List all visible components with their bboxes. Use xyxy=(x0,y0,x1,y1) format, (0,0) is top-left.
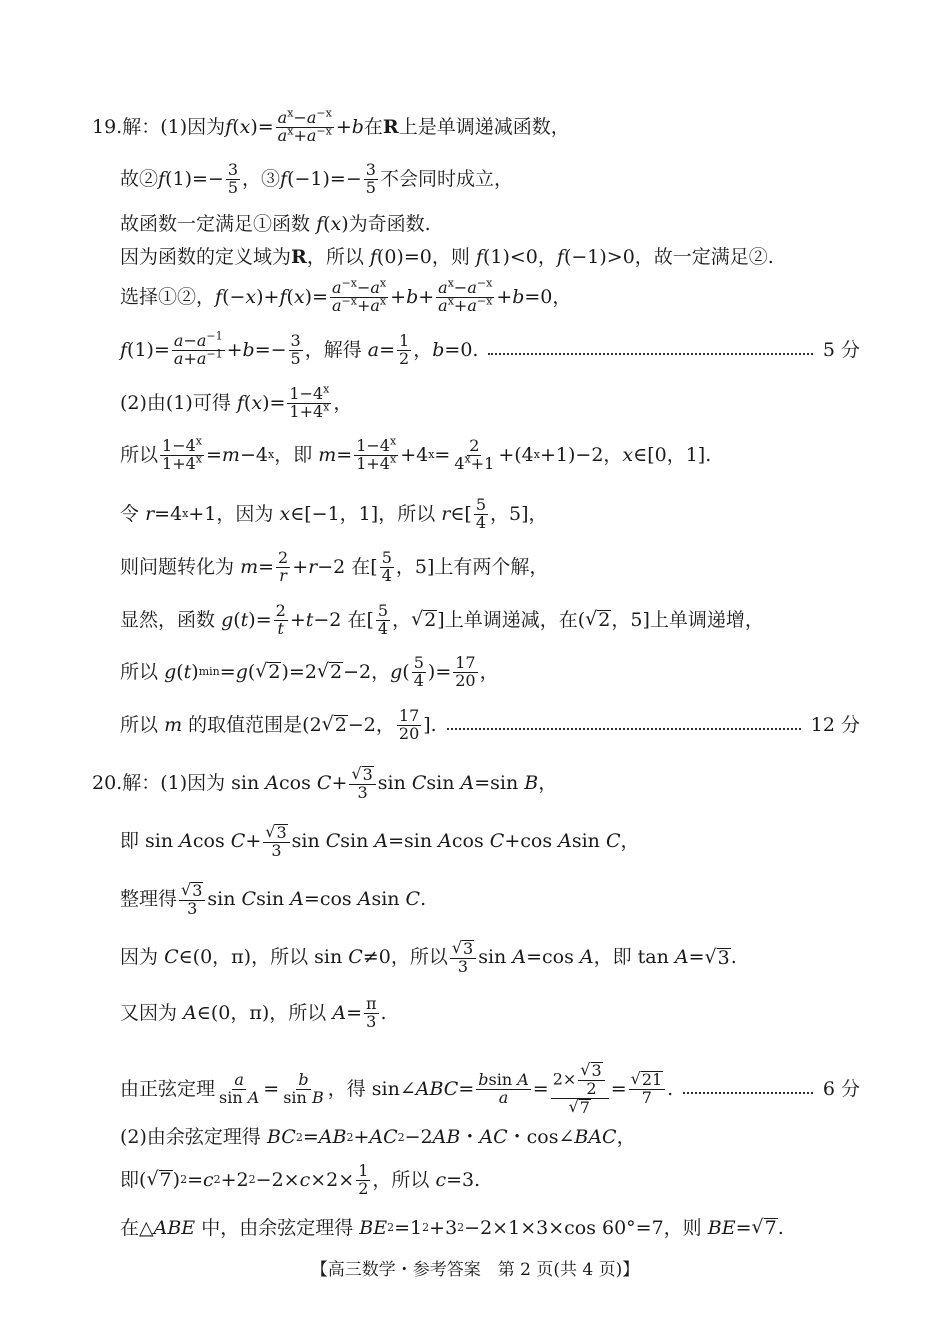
q20-line-4: 因为 C ∈(0，π) ，所以 sin C ≠0 ，所以 √ 3 3 sin A =cos A ，即 tan A = √ 3 . xyxy=(120,938,737,976)
q20-line-8: 即 ( √ 7 ) 2 = c 2 +2 2 −2× c ×2× $\frac{1}{2}$ ，所以 c =3. xyxy=(120,1161,481,1198)
leader-dots xyxy=(447,728,801,730)
q19-line-1: 19. 解：(1)因为 f ( x )= $\frac{a^x-a^{-x}}{a^x+a^{-x}}$ + b 在 R 上是单调递减函数， xyxy=(92,106,570,145)
q19-line-13: 所以 m 的取值范围是 (2 √ 2 −2， $\frac{17}{20}$ ]. 12 分 xyxy=(120,706,860,743)
q20-line-3: 整理得 √ 3 3 sin C sin A =cos A sin C . xyxy=(120,880,427,918)
q19-line-5: 选择①②， f (− x )+ f ( x )= $\frac{a^{-x}-a^x}{a^{-x}+a^x}$ + b + $\frac{a^x-a^{-x}}{a^x+a^{-x}}$ + b =0， xyxy=(120,276,572,315)
leader-dots xyxy=(488,353,812,355)
q20-number: 20. xyxy=(92,772,123,795)
q19-line-8: 所以 $\frac{1-4^x}{1+4^x}$ = m −4 x ，即 m = $\frac{1-4^x}{1+4^x}$ +4 x = $\frac{2}{4^x+1}$ +(4 x +1)−2， x ∈[0，1]. xyxy=(120,434,712,473)
q19-line-4: 因为函数的定义域为 R ，所以 f (0)=0 ，则 f (1)<0， f (−1)>0 ，故一定满足②. xyxy=(120,246,774,268)
q19-line-12: 所以 g ( t ) min = g ( √ 2 )=2 √ 2 −2， g ( $\frac{5}{4}$ )= $\frac{17}{20}$ ， xyxy=(120,653,499,690)
q19-line-3: 故函数一定满足①函数 f ( x ) 为奇函数. xyxy=(120,213,431,235)
q20-line-7: (2)由余弦定理得 BC 2 = AB 2 + AC 2 −2 AB ・ AC ・cos∠ BAC ， xyxy=(120,1126,636,1148)
q19-line-10: 则问题转化为 m = $\frac{2}{r}$ + r −2 在 [ $\frac{5}{4}$ ，5] 上有两个解， xyxy=(120,548,549,585)
q20-line-1: 20. 解：(1)因为 sin A cos C + √ 3 3 sin C sin A =sin B ， xyxy=(92,764,558,802)
q20-line-6: 由正弦定理 $\frac{a}{\text{sin A}}$ = $\frac{b}{\text{sin B}}$ ，得 sin∠ ABC = $\frac{\text{bsin A}}{a}$ = 2× √ 3 2 √ 7 = √ 21 7 . 6 分 xyxy=(120,1060,860,1117)
q20-line-2: 即 sin A cos C + √ 3 3 sin C sin A =sin A cos C +cos A sin C ， xyxy=(120,822,640,860)
q19-number: 19. xyxy=(92,115,123,138)
q19-line-11: 显然，函数 g ( t )= $\frac{2}{t}$ + t −2 在 [ $\frac{5}{4}$ ， √ 2 ] 上单调递减，在 ( √ 2 ，5] 上单调递增， xyxy=(120,601,764,638)
score-label: 6 分 xyxy=(822,1077,860,1100)
q20-line-5: 又因为 A ∈(0，π) ，所以 A = $\frac{\pi}{3}$ . xyxy=(120,994,387,1031)
q20-line-9: 在△ ABE 中，由余弦定理得 BE 2 =1 2 +3 2 −2×1×3×cos 60°=7 ，则 BE = √ 7 . xyxy=(120,1216,784,1239)
leader-dots xyxy=(683,1092,813,1094)
q19-line-6: f (1)= $\frac{a-a^{-1}}{a+a^{-1}}$ + b =− $\frac{3}{5}$ ，解得 a = $\frac{1}{2}$ ， b =0. 5 分 xyxy=(120,329,860,368)
q19-line-2: 故② f (1)=− $\frac{3}{5}$ ，③ f (−1)=− $\frac{3}{5}$ 不会同时成立， xyxy=(120,160,513,197)
page-footer: 【高三数学・参考答案 第 2 页(共 4 页)】 xyxy=(310,1260,640,1280)
score-label: 12 分 xyxy=(810,713,860,736)
q19-line-7: (2)由(1)可得 f ( x )= $\frac{1-4^x}{1+4^x}$ ， xyxy=(120,382,353,421)
score-label: 5 分 xyxy=(822,338,860,361)
q19-line-9: 令 r =4 x +1 ，因为 x ∈[−1，1] ，所以 r ∈[ $\frac{5}{4}$ ，5]， xyxy=(120,495,548,532)
